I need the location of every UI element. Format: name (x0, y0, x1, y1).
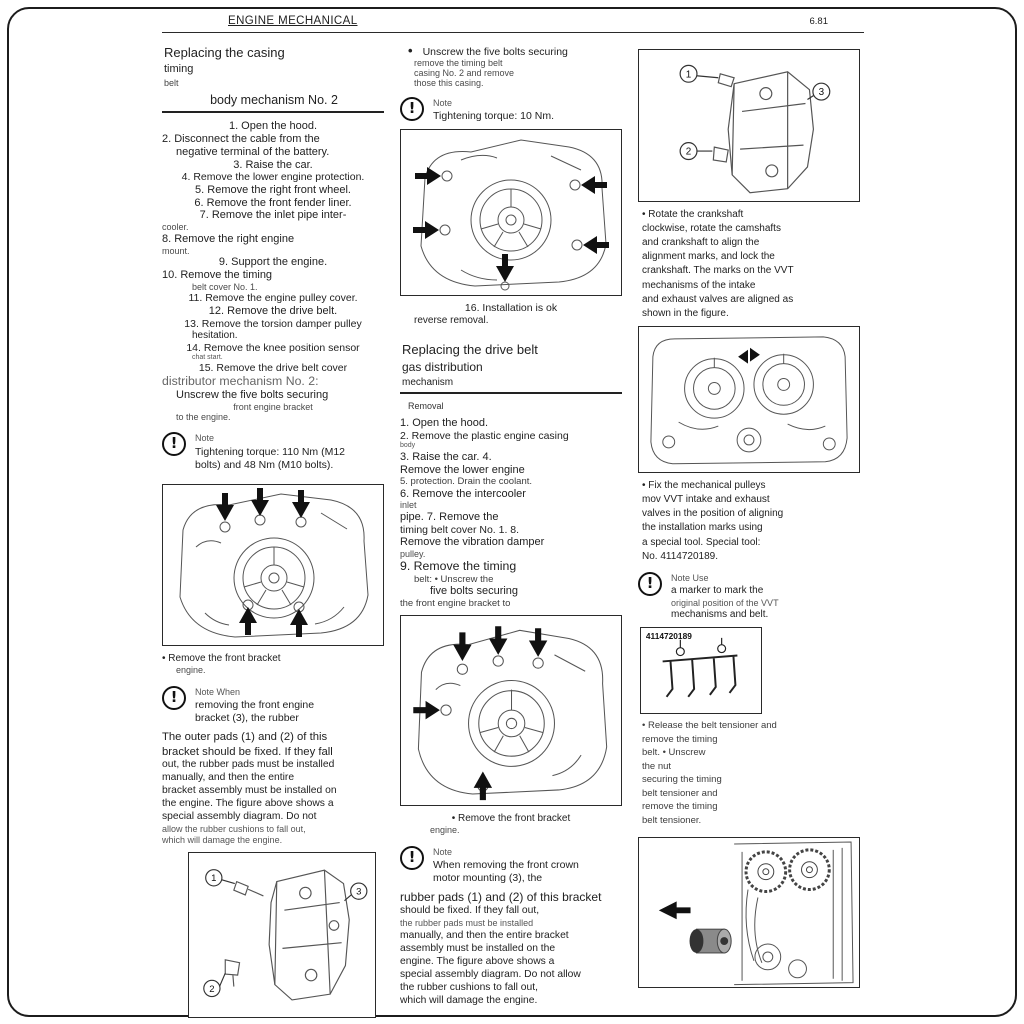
note-body (433, 846, 579, 886)
text-line: remove the timing belt (414, 58, 503, 68)
removal-label: Removal (408, 401, 444, 412)
bullet-glyph: • (408, 43, 413, 58)
step-line: 5. protection. Drain the coolant. (400, 476, 533, 488)
text-line: the engine. The figure above shows a (162, 797, 334, 809)
bracket-illustration (189, 853, 375, 1017)
text-line: bolts) and 48 Nm (M10 bolts). (195, 459, 334, 472)
step-line: 1. Open the hood. (400, 417, 489, 430)
figure-front-bracket-bolts-2 (400, 615, 622, 806)
step-line: Remove the vibration damper (400, 536, 545, 549)
text-line: • Release the belt tensioner and (642, 720, 777, 731)
step-line: 2. Disconnect the cable from the (162, 132, 320, 145)
text-line: those this casing. (414, 78, 484, 88)
text-line: Tightening torque: 10 Nm. (433, 110, 555, 123)
text-line: alignment marks, and lock the (642, 251, 775, 263)
note-text (671, 585, 779, 621)
step-line: timing belt cover No. 1. 8. (400, 523, 520, 536)
page-content (162, 8, 864, 1024)
text-line: the installation marks using (642, 522, 763, 534)
step-line: 14. Remove the knee position sensor (186, 341, 360, 354)
step-line: 15. Remove the drive belt cover (198, 362, 348, 374)
step-line: 6. Remove the front fender liner. (194, 196, 352, 209)
note-rubber-pads-middle (400, 846, 622, 886)
left-column (162, 43, 384, 1024)
section-title-line: Replacing the casing (164, 45, 285, 60)
text-line: a special tool. Special tool: (642, 536, 761, 548)
note-body (433, 97, 554, 123)
page-title: ENGINE MECHANICAL (228, 15, 358, 27)
text-line: removing the front engine (195, 699, 315, 712)
tensioner-part (690, 929, 732, 953)
step-line: 11. Remove the engine pulley cover. (188, 292, 358, 305)
section-title-line: Replacing the drive belt (402, 342, 538, 358)
text-line: Tightening torque: 110 Nm (M12 (195, 445, 345, 458)
procedure-steps-middle (400, 417, 622, 609)
text-line: out, the rubber pads must be installed (162, 758, 335, 770)
text-line: When removing the front crown (433, 859, 579, 872)
text-line: special assembly diagram. Do not allow (400, 968, 581, 980)
text-line: belt tensioner and (642, 787, 718, 799)
step-line: negative terminal of the battery. (176, 145, 330, 158)
engine-illustration (401, 616, 621, 805)
figure-bracket-callouts-left (188, 852, 376, 1018)
alignment-mark-arrows (738, 348, 760, 364)
text-line: remove the timing (642, 801, 718, 813)
step-line: 16. Installation is ok (464, 302, 558, 315)
note-torque-110nm (162, 432, 384, 479)
note-body (195, 432, 345, 479)
section-title-timing-casing (162, 43, 384, 113)
figure-caption (162, 652, 384, 677)
note-text (195, 446, 345, 472)
engine-illustration (163, 485, 383, 645)
text-line: securing the timing (642, 774, 722, 786)
text-line: the rubber cushions to fall out, (400, 981, 538, 993)
figure-timing-belt-tensioner (638, 837, 860, 988)
step-line: five bolts securing (430, 584, 519, 597)
text-line: manually, and then the entire (162, 771, 295, 783)
step-line: 9. Remove the timing (400, 559, 517, 574)
note-text (195, 699, 314, 725)
step-line: 5. Remove the right front wheel. (195, 183, 351, 196)
note-body (671, 572, 779, 622)
step-line: 9. Support the engine. (218, 256, 328, 269)
figure-special-tool (640, 627, 762, 714)
note-title: Note Use (671, 572, 709, 583)
engine-illustration (401, 130, 621, 295)
step-line: belt cover No. 1. (192, 281, 258, 292)
text-line: casing No. 2 and remove (414, 68, 515, 78)
step-line: to the engine. (176, 412, 231, 423)
section-title-line: timing (164, 63, 194, 75)
callout-markers (204, 870, 367, 997)
section-title-line: belt (164, 78, 179, 88)
step-line: 1. Open the hood. (228, 120, 318, 132)
text-line: clockwise, rotate the camshafts (642, 222, 781, 234)
text-line: should be fixed. If they fall out, (400, 905, 540, 917)
figure-bracket-callouts-right (638, 49, 860, 202)
text-line: rubber pads (1) and (2) of this bracket (400, 890, 602, 905)
step-line: 12. Remove the drive belt. (208, 304, 338, 317)
section-title-line: body mechanism No. 2 (210, 93, 338, 107)
step-line: 7. Remove the inlet pipe inter- (199, 209, 347, 222)
step-line: 13. Remove the torsion damper pulley (184, 317, 362, 330)
bracket-illustration (639, 50, 859, 201)
text-line: a marker to mark the (671, 585, 764, 597)
section-title-drive-belt (400, 340, 622, 394)
timing-marks-illustration (639, 327, 859, 472)
caption-line: • Remove the front bracket (451, 813, 571, 825)
text-line: No. 4114720189. (642, 550, 718, 562)
right-column (638, 43, 860, 1024)
bolt-arrows (216, 488, 310, 637)
warning-note-icon: ! (638, 572, 662, 596)
note-rubber-pads-left (162, 686, 384, 726)
warning-note-icon: ! (162, 432, 186, 456)
caption-line: engine. (430, 825, 460, 836)
step-line: belt: • Unscrew the (414, 573, 494, 585)
text-line: The outer pads (1) and (2) of this (162, 731, 328, 744)
text-line: crankshaft. The marks on the VVT (642, 265, 794, 277)
callout-3: 3 (356, 886, 362, 898)
step-line: 10. Remove the timing (162, 269, 273, 282)
bullet-text: Unscrew the five bolts securing (422, 46, 568, 58)
text-line: motor mounting (3), the (433, 872, 543, 885)
callout-1: 1 (685, 69, 692, 81)
text-line: the nut (642, 760, 672, 772)
step-line: 6. Remove the intercooler (400, 487, 526, 500)
text-line: mov VVT intake and exhaust (642, 493, 770, 505)
warning-note-icon: ! (162, 686, 186, 710)
warning-note-icon: ! (400, 846, 424, 870)
text-line: bracket should be fixed. If they fall (162, 745, 333, 758)
timing-belt-illustration (639, 838, 859, 987)
step-line: hesitation. (192, 329, 238, 341)
step-line: Remove the lower engine (400, 463, 525, 476)
bullet-subtext (400, 58, 622, 88)
text-line: mechanisms and belt. (671, 608, 769, 620)
special-tool-illustration (641, 628, 761, 713)
step-line: 3. Raise the car. 4. (400, 450, 492, 463)
figure-vvt-alignment-marks (638, 326, 860, 473)
text-line: • Rotate the crankshaft (642, 208, 744, 220)
direction-arrow (659, 902, 691, 920)
step-line: 4. Remove the lower engine protection. (181, 171, 365, 184)
step-line: chat start. (192, 353, 223, 361)
callout-3: 3 (818, 87, 825, 99)
note-text-block (162, 730, 384, 846)
note-marker-vvt (638, 572, 860, 622)
text-line: shown in the figure. (642, 307, 729, 319)
note-text-block (400, 890, 622, 1007)
step-line: Unscrew the five bolts securing (176, 388, 329, 401)
figure-caption (400, 812, 622, 837)
text-line: belt tensioner. (642, 814, 702, 826)
text-line: bracket assembly must be installed on (162, 784, 337, 796)
section-title-line: mechanism (402, 377, 454, 389)
note-title: Note When (195, 686, 241, 697)
section-title-line: gas distribution (402, 360, 483, 375)
text-line: special assembly diagram. Do not (162, 810, 317, 822)
text-line: assembly must be installed on the (400, 942, 556, 954)
figure-engine-front-bracket-bolts (162, 484, 384, 646)
text-line: remove the timing (642, 733, 718, 745)
step-line: inlet (400, 500, 417, 511)
step-line: reverse removal. (414, 314, 489, 326)
text-line: which will damage the engine. (162, 835, 283, 846)
page-header (162, 8, 864, 33)
step-line: cooler. (162, 222, 189, 233)
callout-2: 2 (685, 146, 692, 158)
step-line: body (400, 442, 416, 450)
text-line: manually, and then the entire bracket (400, 929, 569, 941)
step-line: pulley. (400, 548, 426, 559)
paragraph-release-tensioner (638, 720, 860, 827)
paragraph-fix-pulleys (638, 479, 860, 563)
note-title: Note (195, 432, 215, 443)
bullet-step (400, 43, 622, 58)
callout-1: 1 (211, 873, 217, 885)
tool-number-label: 4114720189 (645, 631, 692, 642)
procedure-steps-left (162, 120, 384, 423)
step-line: front engine bracket (233, 401, 313, 412)
text-line: mechanisms of the intake (642, 279, 756, 291)
callout-2: 2 (209, 984, 215, 996)
step-line: mount. (162, 245, 190, 256)
step-line: 8. Remove the right engine (162, 232, 295, 245)
step-line: 3. Raise the car. (233, 158, 313, 171)
text-line: engine. The figure above shows a (400, 955, 555, 967)
caption-line: engine. (176, 665, 206, 676)
step-line: 2. Remove the plastic engine casing (400, 430, 569, 443)
note-torque-10nm (400, 97, 622, 123)
step-line: the front engine bracket to (400, 597, 511, 609)
page-number: 6.81 (809, 16, 828, 27)
caption-line: • Remove the front bracket (162, 653, 281, 665)
step-line: distributor mechanism No. 2: (162, 374, 319, 389)
columns (162, 43, 864, 1024)
text-line: and exhaust valves are aligned as (642, 293, 794, 305)
text-line: original position of the VVT (671, 597, 779, 608)
text-line: which will damage the engine. (400, 994, 538, 1006)
note-title: Note (433, 846, 453, 857)
text-line: valves in the position of aligning (642, 508, 784, 520)
figure-timing-casing-bolts (400, 129, 622, 296)
warning-note-icon: ! (400, 97, 424, 121)
note-text (433, 859, 579, 885)
note-title: Note (433, 98, 453, 108)
step-line: pipe. 7. Remove the (400, 510, 499, 523)
middle-column (400, 43, 622, 1024)
note-text (433, 110, 554, 123)
text-line: bracket (3), the rubber (195, 712, 299, 725)
text-line: • Fix the mechanical pulleys (642, 479, 766, 491)
note-body (195, 686, 314, 726)
text-line: the rubber pads must be installed (400, 918, 534, 929)
paragraph-rotate-crankshaft (638, 208, 860, 321)
text-line: and crankshaft to align the (642, 237, 760, 248)
text-line: allow the rubber cushions to fall out, (162, 823, 306, 834)
text-line: belt. • Unscrew (642, 747, 706, 759)
